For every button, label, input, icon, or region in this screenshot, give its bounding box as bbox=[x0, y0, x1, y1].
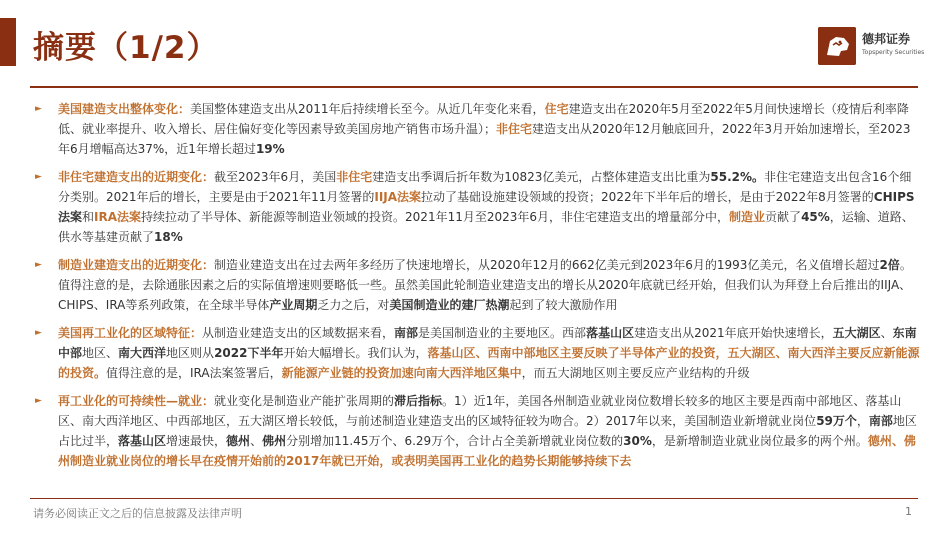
body-text: 、 bbox=[250, 434, 263, 448]
bullet-text bbox=[58, 258, 912, 312]
body-text: 值得注意的是，IRA法案签署后， bbox=[106, 366, 282, 380]
bullet-arrow-icon: ► bbox=[35, 328, 42, 338]
bold-text: 59万个 bbox=[816, 414, 857, 428]
body-text: 乏力之后，对 bbox=[317, 298, 390, 312]
body-text: 增速最快， bbox=[166, 434, 227, 448]
bullet-text bbox=[58, 102, 911, 156]
bold-text: 南大西洋 bbox=[118, 346, 167, 360]
bullet-text bbox=[58, 394, 917, 468]
body-text: 地区、 bbox=[82, 346, 119, 360]
page-title: 摘要（1/2） bbox=[33, 30, 219, 66]
highlight-text: 住宅 bbox=[544, 102, 569, 116]
bold-text: CHIPS法案 bbox=[58, 190, 915, 224]
body-text: 是美国制造业的主要地区。西部 bbox=[418, 326, 587, 340]
highlight-text: 非住宅 bbox=[336, 170, 373, 184]
highlight-text: 美国再工业化的区域特征： bbox=[58, 326, 203, 340]
body-text: ， bbox=[856, 414, 869, 428]
body-text: ，而五大湖地区则主要反应产业结构的升级 bbox=[521, 366, 750, 380]
bold-text: 美国制造业的建厂热潮 bbox=[389, 298, 510, 312]
highlight-text: 制造业建造支出的近期变化： bbox=[58, 258, 215, 272]
highlight-text: 落基山区、西南中部地区主要反映了半导体产业的投资，五大湖区、南大西洋主要反应新能源的投资。 bbox=[58, 346, 920, 380]
highlight-text: 非住宅 bbox=[496, 122, 533, 136]
bullet-arrow-icon: ► bbox=[35, 172, 42, 182]
bullet-arrow-icon: ► bbox=[35, 104, 42, 114]
bold-text: 东南中部 bbox=[58, 326, 917, 360]
body-text: 就业变化是制造业产能扩张周期的 bbox=[214, 394, 395, 408]
body-text: 非住宅建造支出包含16个细分类别。2021年后的增长，主要是由于2021年11月签署的 bbox=[58, 170, 912, 204]
title-accent-bar bbox=[0, 18, 16, 66]
body-text: 建造支出季调后折年数为10823亿美元，占整体建造支出比重为 bbox=[372, 170, 711, 184]
body-text: ，运输、道路、供水等基建贡献了 bbox=[58, 210, 914, 244]
body-text: 制造业建造支出在过去两年多经历了快速地增长，从2020年12月的662亿美元到2023年6月的1993亿美元，名义值增长超过 bbox=[214, 258, 880, 272]
highlight-text: IRA法案 bbox=[94, 210, 142, 224]
body-text: 。值得注意的是，去除通胀因素之后的实际值增速则要略低一些。虽然美国此轮制造业建造支出的增长从2020年底就已经开始，但我们认为拜登上台后推出的IIJA、CHIPS、IRA等系列政策，在全球半导体 bbox=[58, 258, 912, 312]
bold-text: 45% bbox=[801, 210, 830, 224]
body-text: 分别增加11.45万个、6.29万个，合计占全美新增就业岗位数的 bbox=[286, 434, 624, 448]
body-text: 地区占比过半， bbox=[58, 414, 917, 448]
bullet-text bbox=[58, 170, 915, 244]
bullet-item bbox=[33, 167, 921, 247]
bold-text: 落基山区 bbox=[586, 326, 635, 340]
bullet-arrow-icon: ► bbox=[35, 260, 42, 270]
bold-text: 30% bbox=[623, 434, 652, 448]
highlight-text: 美国建造支出整体变化： bbox=[58, 102, 191, 116]
body-text: 地区则从 bbox=[166, 346, 215, 360]
bold-text: 德州 bbox=[226, 434, 251, 448]
body-text: 贡献了 bbox=[765, 210, 802, 224]
highlight-text: 德州、佛州制造业就业岗位的增长早在疫情开始前的2017年就已开始，或表明美国再工业化的趋势长期能够持续下去 bbox=[58, 434, 916, 468]
bold-text: 南部 bbox=[868, 414, 893, 428]
body-text: 建造支出从2020年12月触底回升，2022年3月开始加速增长，至2023年6月增幅高达37%，近1年增长超过 bbox=[58, 122, 911, 156]
bold-text: 2022下半年 bbox=[214, 346, 284, 360]
highlight-text: 新能源产业链的投资加速向南大西洋地区集中 bbox=[281, 366, 522, 380]
body-text: 、 bbox=[880, 326, 893, 340]
bold-text: 55.2%。 bbox=[710, 170, 765, 184]
body-text: 开始大幅增长。我们认为， bbox=[283, 346, 428, 360]
body-text: 美国整体建造支出从2011年后持续增长至今。从近几年变化来看， bbox=[190, 102, 545, 116]
page-number: 1 bbox=[905, 505, 912, 518]
bold-text: 佛州 bbox=[262, 434, 287, 448]
bullet-item bbox=[33, 255, 921, 315]
logo-name-cn: 德邦证券 bbox=[862, 32, 911, 46]
bold-text: 2倍 bbox=[879, 258, 900, 272]
highlight-text: 再工业化的可持续性—就业： bbox=[58, 394, 215, 408]
bullet-text bbox=[58, 326, 920, 380]
body-text: 截至2023年6月，美国 bbox=[214, 170, 337, 184]
highlight-text: IIJA法案 bbox=[374, 190, 422, 204]
body-text: 起到了较大激励作用 bbox=[509, 298, 618, 312]
bold-text: 产业周期 bbox=[269, 298, 318, 312]
footer-divider bbox=[30, 498, 918, 499]
body-text: 从制造业建造支出的区域数据来看， bbox=[202, 326, 395, 340]
bullet-item bbox=[33, 323, 921, 383]
bullet-arrow-icon: ► bbox=[35, 396, 42, 406]
bold-text: 南部 bbox=[394, 326, 419, 340]
company-logo bbox=[818, 27, 943, 67]
summary-content bbox=[33, 99, 921, 471]
bullet-item bbox=[33, 391, 921, 471]
body-text: 建造支出从2021年底开始快速增长， bbox=[634, 326, 833, 340]
body-text: 建造支出在2020年5月至2022年5月间快速增长（疫情后利率降低、就业率提升、收入增长、居住偏好变化等因素导致美国房地产销售市场升温）； bbox=[58, 102, 909, 136]
highlight-text: 制造业 bbox=[729, 210, 766, 224]
body-text: 持续拉动了半导体、新能源等制造业领域的投资。2021年11月至2023年6月，非住宅建造支出的增量部分中， bbox=[141, 210, 730, 224]
bullet-item bbox=[33, 99, 921, 159]
highlight-text: 非住宅建造支出的近期变化： bbox=[58, 170, 215, 184]
body-text: ，是新增制造业就业岗位最多的两个州。 bbox=[651, 434, 868, 448]
body-text: 。1）近1年，美国各州制造业就业岗位数增长较多的地区主要是西南中部地区、落基山区、南大西洋地区、中西部地区，五大湖区增长较低，与前述制造业建造支出的区域特征较为吻合。2）2017年以来，美国制造业新增就业岗位 bbox=[58, 394, 902, 428]
legal-disclaimer: 请务必阅读正文之后的信息披露及法律声明 bbox=[33, 507, 242, 520]
bold-text: 18% bbox=[154, 230, 183, 244]
slide-header bbox=[0, 0, 950, 88]
tiger-logo-icon bbox=[818, 27, 856, 65]
bold-text: 五大湖区 bbox=[832, 326, 881, 340]
logo-name-en: Topsperity Securities bbox=[862, 49, 925, 56]
body-text: 拉动了基础设施建设领域的投资；2022年下半年后的增长，是由于2022年8月签署的 bbox=[421, 190, 874, 204]
body-text: 和 bbox=[82, 210, 95, 224]
header-divider bbox=[30, 86, 918, 88]
bold-text: 19% bbox=[255, 142, 285, 156]
bold-text: 滞后指标 bbox=[394, 394, 443, 408]
bold-text: 落基山区 bbox=[118, 434, 167, 448]
